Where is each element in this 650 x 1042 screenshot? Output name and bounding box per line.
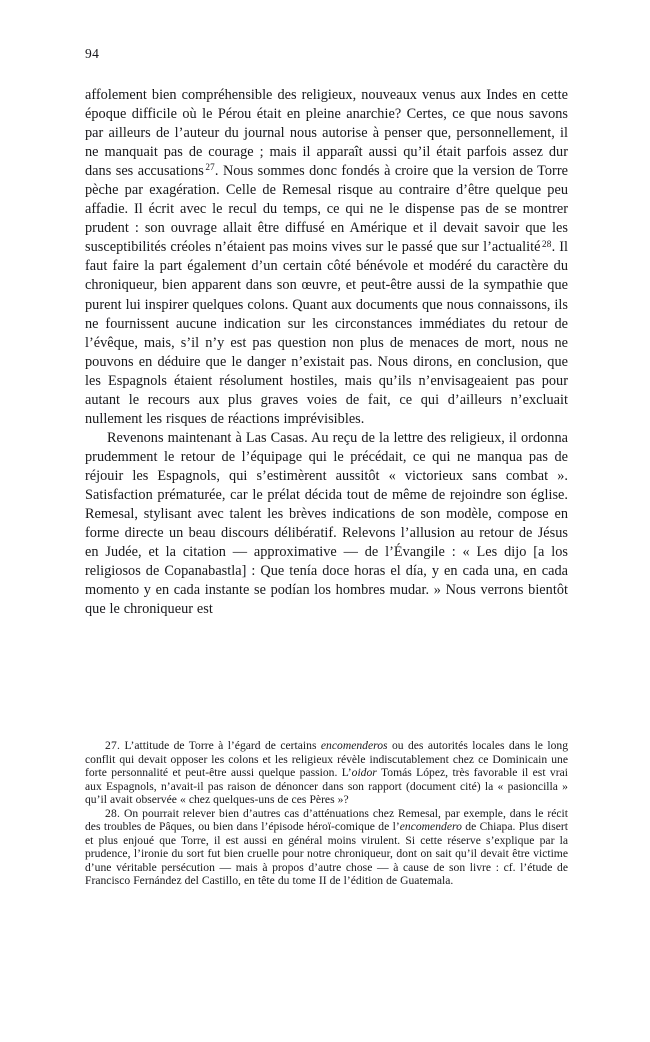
footnote-number: 27. <box>105 739 121 752</box>
footnotes <box>85 739 568 888</box>
page-number: 94 <box>85 46 100 61</box>
paragraph: Revenons maintenant à Las Casas. Au reçu de la lettre des religieux, il ordonna prudemment le retour de l’équipage qui le précédait, ce qui ne manqua pas de réjouir les Espagnols, qui s’estimèrent aussitôt « victorieux sans combat ». Satisfaction prématurée, car le prélat décida tout de même de rejoindre son église. Remesal, stylisant avec talent les brèves indications de son modèle, compose en forme directe un beau discours délibératif. Relevons l’allusion au retour de Jésus en Judée, et la citation — approximative — de l’Évangile : « Les dijo [a los religiosos de Copanabastla] : Que tenía doce horas el día, y en cada una, en cada momento y en cada instante se podían los hombres mudar. » Nous verrons bientôt que le chroniqueur est <box>85 429 568 618</box>
footnote: 28. On pourrait relever bien d’autres cas d’atténuations chez Remesal, par exemple, dans le récit des troubles de Pâques, ou bien dans l’épisode héroï-comique de l’encomendero de Chiapa. Plus disert et plus enjoué que Torre, il est aussi en général moins virulent. Si cette réserve s’explique par la prudence, l’ironie du sort fut bien cruelle pour notre chroniqueur, dont on sait qu’il devait être victime d’une véritable persécution — mais à propos d’autre chose — à cause de son livre : cf. l’étude de Francisco Fernández del Castillo, en tête du tome II de l’édition de Guatemala. <box>85 806 568 888</box>
italic-term: encomendero <box>399 820 462 834</box>
italic-term: oidor <box>351 766 377 780</box>
body-text <box>85 86 568 619</box>
footnote-marker: 28 <box>542 238 552 249</box>
footnote-number: 28. <box>105 806 121 820</box>
footnote-marker: 27 <box>205 162 215 173</box>
footnote: 27. L’attitude de Torre à l’égard de certains encomenderos ou des autorités locales dans le long conflit qui devait opposer les colons et les religieux révèle indiscutablement chez ce Dominicain une forte personnalité et peut-être aussi quelque passion. L’oidor Tomás López, très favorable il est vrai aux Espagnols, n’avait-il pas raison de dénoncer dans son rapport (document cité) la « pasioncilla » qu’il avait observée « chez quelques-uns de ces Pères »? <box>85 739 569 807</box>
italic-term: encomenderos <box>320 739 388 752</box>
paragraph: affolement bien compréhensible des religieux, nouveaux venus aux Indes en cette époque difficile où le Pérou était en pleine anarchie? Certes, ce que nous savons par ailleurs de l’auteur du journal nous autorise à penser que, personnellement, il ne manquait pas de courage ; mais il apparaît aussi qu’il était parfois assez dur dans ses accusations $^{27}$. Nous sommes donc fondés à croire que la version de Torre pèche par exagération. Celle de Remesal risque au contraire d’être quelque peu affadie. Il écrit avec le recul du temps, ce qui ne le dispense pas de se montrer prudent : son ouvrage allait être diffusé en Amérique et il devait savoir que les susceptibilités créoles n’étaient pas moins vives sur le passé que sur l’actualité $^{28}$. Il faut faire la part également d’un certain côté bénévole et modéré du caractère du chroniqueur, bien apparent dans son œuvre, et peut-être aussi de la sympathie que purent lui inspirer quelques colons. Quant aux documents que nous connaissons, ils ne fournissent aucune indication sur les circonstances immédiates du retour de l’évêque, mais, s’il n’y est pas question non plus de menaces de mort, nous ne pouvons en déduire que le danger n’existait pas. Nous dirons, en conclusion, que les Espagnols étaient résolument hostiles, mais qu’ils n’envisageaient pas pour autant le recours aux plus graves voies de fait, ce qui d’ailleurs n’excluait nullement les risques de réactions imprévisibles. <box>85 87 568 427</box>
